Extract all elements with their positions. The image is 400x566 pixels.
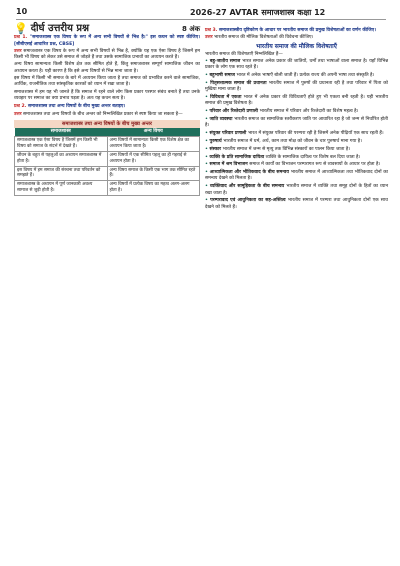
bullet-icon: • — [205, 198, 211, 204]
feature-text: समाज में कार्यों का विभाजन परम्परागत रूप से व्यवसायों के आधार पर होता है। — [249, 162, 381, 168]
feature-title: संयुक्त परिवार प्रणाली — [209, 131, 248, 137]
answer-1-p4: समाजशास्त्र में हम यह भी जानते हैं कि समाज में रहने वाले लोग किस प्रकार परस्पर संबंध बनाते हैं तथा उनके व्यवहार पर समाज का क्या प्रभाव पड़ता है। अतः यह कथन सत्य है। — [14, 89, 200, 101]
answer-label: उत्तर — [14, 48, 22, 54]
bullet-icon: • — [205, 59, 210, 65]
bullet-icon: • — [205, 109, 210, 115]
feature-item — [205, 170, 388, 183]
question-2 — [14, 104, 200, 110]
question-1-number: प्रश्न 1. — [14, 35, 28, 41]
bullet-icon: • — [205, 170, 210, 176]
table-cell: समाजशास्त्र एक ऐसा विषय है जिसमें हम किसी भी विषय को समाज के संदर्भ में देखते हैं। — [15, 137, 108, 152]
feature-text: व्यक्ति के सामाजिक दायित्व पर विशेष बल दिया जाता है। — [265, 154, 361, 160]
section-marks: 8 अंक — [181, 25, 200, 33]
feature-item — [205, 162, 388, 168]
feature-item — [205, 184, 388, 197]
feature-title: परम्परावाद एवं आधुनिकता का सह-अस्तित्व — [210, 198, 288, 204]
bullet-icon: • — [205, 117, 210, 123]
feature-title: विविधता में एकता — [210, 95, 244, 101]
answer-2-text-1: समाजशास्त्र तथा अन्य विषयों के बीच अन्तर को निम्नलिखित प्रकार से स्पष्ट किया जा सकता है— — [23, 111, 183, 117]
table-row — [15, 137, 200, 152]
feature-title: बहुभाषी समाज — [209, 73, 237, 79]
bullet-icon: • — [205, 154, 210, 160]
feature-title: संस्कार — [209, 146, 223, 152]
feature-item — [205, 95, 388, 108]
bullet-icon: • — [205, 73, 210, 79]
feature-title: जाति व्यवस्था — [209, 117, 235, 123]
feature-text: भारतीय समाज में धर्म, अर्थ, काम तथा मोक्ष को जीवन के चार पुरुषार्थ माना गया है। — [223, 138, 362, 144]
comparison-table — [14, 120, 200, 196]
table-cell: जीवन के बहुत से पहलुओं का अध्ययन समाजशास्त्र में होता है। — [15, 152, 108, 167]
feature-item — [205, 198, 388, 211]
feature-title: व्यक्तिवाद और सामूहिकता के बीच समन्वय — [209, 184, 287, 190]
feature-item — [205, 147, 388, 153]
feature-item — [205, 117, 388, 130]
feature-title: बहु-जातीय समाज — [209, 59, 243, 65]
bullet-icon: • — [205, 162, 210, 168]
question-3-number: प्रश्न 3. — [205, 28, 218, 33]
feature-text: भारतीय समाज में पुरुषों की प्रधानता रही है तथा परिवार में पिता को मुखिया माना जाता है। — [205, 81, 388, 93]
table-cell: समाजशास्त्र के अध्ययन में पूर्ण जानकारी अवश्य सामाज से जुड़ी होती है। — [15, 181, 108, 196]
feature-item — [205, 139, 388, 145]
bullet-icon: • — [205, 138, 210, 144]
bullet-icon: • — [205, 81, 211, 87]
question-1-text: "समाजशास्त्र एक विषय के रूप में अन्य सभी विषयों से भिन्न है।" इस कथन को स्पष्ट कीजिए। — [29, 35, 200, 41]
table-cell: अन्य विषय समाज के किसी एक भाग तक सीमित रहते हैं। — [107, 166, 200, 181]
section-title — [14, 22, 90, 35]
features-list — [205, 59, 388, 211]
left-column — [14, 22, 200, 196]
feature-title: समाज में श्रम विभाजन — [209, 162, 250, 168]
question-1 — [14, 35, 200, 48]
feature-text: भारतीय समाज में आध्यात्मिकता तथा भौतिकवाद दोनों का समन्वय देखने को मिलता है। — [205, 170, 388, 182]
page-header — [0, 0, 400, 22]
bulb-icon: 💡 — [14, 22, 28, 35]
question-2-number: प्रश्न 2. — [14, 104, 27, 110]
feature-item — [205, 81, 388, 94]
feature-text: भारतीय समाज का सामाजिक स्तरीकरण जाति पर आधारित रहा है जो जन्म से निर्धारित होती है। — [205, 117, 388, 129]
question-3-text: समाजशास्त्रीय दृष्टिकोण के आधार पर भारतीय समाज की प्रमुख विशेषताओं का वर्णन कीजिए। — [219, 28, 376, 33]
bullet-icon: • — [205, 131, 210, 137]
feature-title: व्यक्ति के प्रति सामाजिक दायित्व — [209, 154, 266, 160]
header-divider — [16, 19, 386, 20]
feature-title: आध्यात्मिकता और भौतिकवाद के बीच समन्वय — [209, 170, 291, 176]
bullet-icon: • — [205, 95, 211, 101]
features-intro: भारतीय समाज की विशेषताएँ निम्नलिखित हैं— — [205, 51, 283, 57]
answer-1-p1 — [14, 49, 200, 62]
question-2-text: समाजशास्त्र तथा अन्य विषयों के बीच मुख्य अन्तर बताइए। — [28, 104, 126, 110]
section-title-text: दीर्घ उत्तरीय प्रश्न — [30, 23, 90, 34]
answer-label: उत्तर — [205, 35, 213, 41]
feature-text: भारतीय समाज में परम्परा तथा आधुनिकता दोनों एक साथ देखने को मिलते हैं। — [205, 198, 388, 210]
feature-text: भारत में अनेक प्रकार की विविधताएँ होते हुए भी एकता बनी रहती है। यही भारतीय समाज की प्रमुख विशेषता है। — [205, 95, 388, 107]
bullet-icon: • — [205, 184, 210, 190]
right-column — [205, 26, 388, 212]
table-cell: अन्य विषयों में सामान्यतः किसी एक विशेष क्षेत्र का अध्ययन किया जाता है। — [107, 137, 200, 152]
answer-label: उत्तर — [14, 111, 22, 117]
feature-item — [205, 73, 388, 79]
table-cell: इस विषय में हम समाज की संरचना तथा परिवर्तन को समझते हैं। — [15, 166, 108, 181]
feature-item — [205, 131, 388, 137]
feature-item — [205, 155, 388, 161]
feature-text: भारत में संयुक्त परिवार की परम्परा रही है जिसमें अनेक पीढ़ियाँ एक साथ रहती हैं। — [247, 131, 384, 137]
table-header-cell: अन्य विषय — [107, 128, 200, 137]
feature-text: भारतीय समाज में व्यक्ति तथा समूह दोनों के हितों का ध्यान रखा जाता है। — [205, 184, 388, 196]
feature-title: परिवार और रिश्तेदारी प्रणाली — [209, 109, 260, 115]
feature-title: पुरुषार्थ — [209, 138, 224, 144]
table-row — [15, 181, 200, 196]
feature-text: भारतीय समाज में जन्म से मृत्यु तक विभिन्न संस्कारों का पालन किया जाता है। — [222, 146, 351, 152]
features-heading: भारतीय समाज की मौलिक विशेषताएँ — [256, 42, 337, 50]
table-row — [15, 166, 200, 181]
series-title: 2026-27 AVTAR समाजशास्त्र कक्षा 12 — [190, 8, 326, 17]
feature-item — [205, 109, 388, 115]
table-cell: अन्य विषयों में प्रत्येक विषय का महत्व अलग-अलग होता है। — [107, 181, 200, 196]
feature-item — [205, 59, 388, 72]
question-3 — [205, 28, 388, 34]
answer-3-text-1: भारतीय समाज की मौलिक विशेषताओं की विवेचना कीजिए। — [214, 35, 314, 41]
feature-text: भारत में अनेक भाषाएँ बोली जाती हैं। प्रत्येक राज्य की अपनी भाषा तथा संस्कृति है। — [236, 73, 375, 79]
feature-text: भारत समाज अनेक प्रकार की जातियों, धर्मों तथा भाषाओं वाला समाज है। यहाँ विभिन्न प्रकार के लोग एक साथ रहते हैं। — [205, 59, 388, 71]
feature-text: भारतीय समाज में परिवार और रिश्तेदारी का विशेष महत्व है। — [259, 109, 359, 115]
table-cell: अन्य विषयों में एक सीमित पहलू का ही गहराई से अध्ययन होता है। — [107, 152, 200, 167]
table-row — [15, 152, 200, 167]
question-1-note: [सीबीएसई आधारित प्रश्न, CBSE] — [14, 41, 75, 47]
answer-1-p2: अन्य विषय सामान्यतः किसी विशेष क्षेत्र तक सीमित होते हैं, किंतु समाजशास्त्र सम्पूर्ण सामाजिक जीवन का अध्ययन करता है। यही कारण है कि इसे अन्य विषयों से भिन्न माना जाता है। — [14, 62, 200, 74]
section-header — [14, 22, 200, 35]
answer-1-p3: इस विषय में किसी भी समाज के बारे में अध्ययन किया जाता है तथा समाज को प्रभावित करने वाले सामाजिक, आर्थिक, राजनीतिक तथा सांस्कृतिक कारकों को ध्यान में रखा जाता है। — [14, 76, 200, 88]
answer-1-text-1: समाजशास्त्र एक विषय के रूप में अन्य सभी विषयों से भिन्न है, क्योंकि यह एक ऐसा विषय है जिसमें हम किसी भी विषय को लेकर उसे समाज से जोड़ते हैं तथा उसके सामाजिक प्रभावों का अध्ययन करते हैं। — [14, 48, 200, 61]
bullet-icon: • — [205, 146, 210, 152]
table-header-cell: समाजशास्त्र — [15, 128, 108, 137]
feature-title: पितृसत्तात्मक समाज की प्रधानता — [210, 81, 269, 87]
page-number: 10 — [16, 7, 28, 16]
answer-2-p1 — [14, 112, 200, 118]
table-caption: समाजशास्त्र तथा अन्य विषयों के बीच मुख्य अन्तर — [14, 120, 200, 128]
answer-3-p1 — [205, 35, 388, 41]
